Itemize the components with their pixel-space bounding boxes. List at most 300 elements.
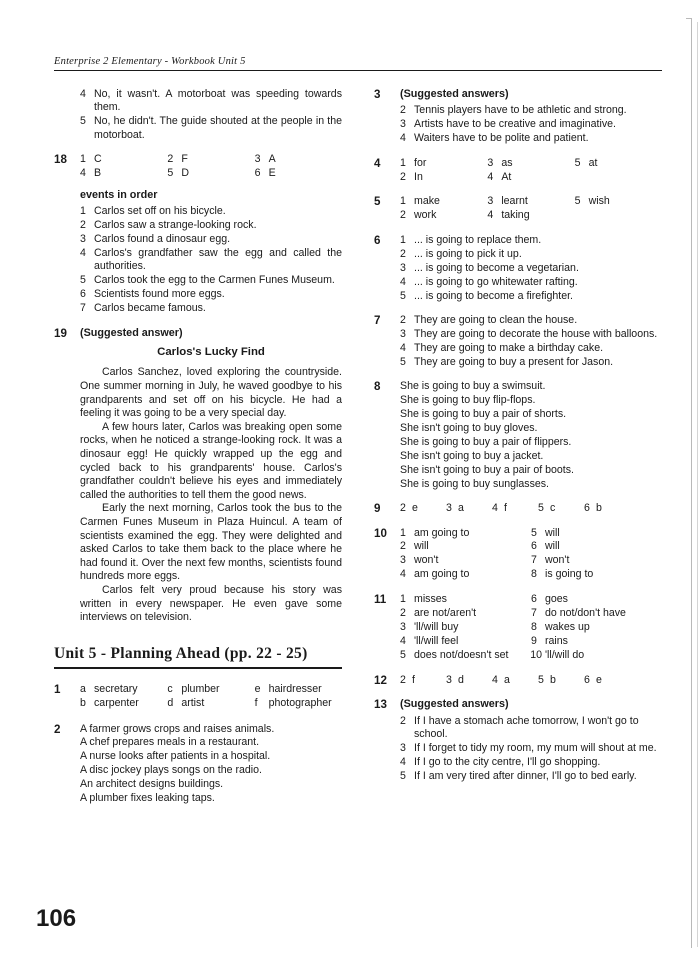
- item-number: 2: [400, 248, 406, 261]
- answer-number: 5: [538, 502, 544, 515]
- answer-row: [400, 209, 487, 222]
- answer-row: [531, 649, 662, 662]
- answer-row: [531, 621, 662, 634]
- item-number: 5: [80, 115, 86, 128]
- answer-number: 6: [254, 167, 261, 180]
- item-number: 1: [80, 205, 86, 218]
- answer-value: make: [414, 195, 440, 208]
- exercise-4-answers: [400, 157, 662, 185]
- exercise-12-answers: [400, 674, 662, 687]
- list-item: [80, 288, 342, 301]
- answer-value: 'll/will do: [545, 648, 585, 661]
- answer-pair: [584, 674, 630, 687]
- list-item: [400, 234, 662, 247]
- answer-number: 6: [584, 502, 590, 515]
- answer-number: 3: [487, 156, 494, 169]
- answer-value: 'll/will buy: [414, 621, 459, 633]
- answer-row: [531, 540, 662, 553]
- answer-value: wakes up: [545, 621, 590, 633]
- exercise-18: [54, 153, 342, 315]
- answer-number: 6: [584, 673, 590, 686]
- list-item: [400, 276, 662, 289]
- exercise-7: [374, 314, 662, 369]
- list-item: [400, 118, 662, 131]
- page-edge-corner: [686, 18, 692, 19]
- answer-row: [531, 607, 662, 620]
- item-number: 4: [400, 342, 406, 355]
- answer-pair: [584, 502, 630, 515]
- exercise-11: [374, 593, 662, 663]
- answer-value: artist: [181, 697, 205, 710]
- list-item: [80, 274, 342, 287]
- answer-line: A chef prepares meals in a restaurant.: [80, 736, 260, 749]
- exercise-number: 3: [374, 88, 381, 101]
- item-number: 1: [400, 234, 406, 247]
- answer-number: 10: [530, 648, 542, 661]
- exercise-19: [54, 327, 342, 625]
- answer-row: [487, 157, 574, 170]
- answer-number: 1: [400, 195, 406, 208]
- answer-value: a: [458, 502, 464, 515]
- answer-line: A farmer grows crops and raises animals.: [80, 722, 275, 735]
- item-number: 5: [400, 356, 406, 368]
- answer-number: 4: [492, 673, 498, 686]
- exercise-number: 12: [374, 673, 387, 687]
- answer-value: F: [181, 153, 188, 166]
- answer-number: 4: [487, 170, 494, 183]
- exercise-number: 5: [374, 195, 381, 209]
- list-item: [400, 328, 662, 341]
- answer-line: An architect designs buildings.: [80, 778, 224, 791]
- exercise-3-heading: (Suggested answers): [400, 88, 509, 100]
- unit-heading: Unit 5 - Planning Ahead (pp. 22 - 25): [54, 645, 342, 669]
- answer-row: [400, 554, 531, 567]
- list-item: [400, 314, 662, 327]
- answer-number: 1: [400, 156, 406, 169]
- list-item: [400, 342, 662, 355]
- answer-value: will: [414, 540, 429, 553]
- answer-number: 2: [400, 540, 406, 553]
- answer-value: for: [414, 156, 427, 169]
- exercise-number: 6: [374, 234, 381, 248]
- answer-line: She isn't going to buy a pair of boots.: [400, 463, 574, 476]
- answer-number: 4: [492, 502, 498, 515]
- answer-line: She is going to buy a pair of shorts.: [400, 408, 567, 421]
- exercise-8: [374, 380, 662, 491]
- answer-number: 9: [531, 634, 537, 647]
- list-item: [400, 356, 662, 369]
- answer-row: [400, 649, 531, 662]
- list-item: [400, 715, 662, 742]
- answer-letter: d: [167, 697, 174, 710]
- story-paragraph: Carlos felt very proud because his story was written in every newspaper. He even gave some interviews on television.: [80, 583, 342, 624]
- answer-number: 2: [400, 170, 406, 183]
- item-text: ... is going to replace them.: [414, 234, 542, 247]
- item-text: ... is going to become a firefighter.: [414, 289, 573, 302]
- answer-value: misses: [414, 593, 447, 606]
- answer-column: [400, 157, 487, 185]
- item-number: 4: [80, 247, 86, 260]
- item-text: They are going to buy a present for Jason.: [414, 356, 614, 368]
- answer-value: won't: [414, 554, 439, 567]
- answer-value: am going to: [414, 568, 470, 581]
- answer-number: 4: [400, 568, 406, 581]
- answer-column: [575, 195, 662, 223]
- answer-value: at: [588, 156, 598, 169]
- answer-number: 3: [254, 153, 261, 166]
- answer-number: 6: [531, 540, 537, 553]
- answer-value: B: [94, 167, 102, 180]
- answer-row: [487, 209, 574, 222]
- item-text: ... is going to become a vegetarian.: [414, 262, 579, 275]
- answer-value: b: [596, 502, 602, 515]
- answer-column: [575, 157, 662, 185]
- answer-row: [80, 697, 167, 710]
- answer-value: f: [412, 673, 415, 686]
- answer-value: D: [181, 167, 189, 180]
- item-number: 2: [400, 714, 406, 727]
- answer-value: In: [414, 170, 423, 183]
- answer-number: 5: [574, 195, 581, 208]
- answer-column: [531, 593, 662, 663]
- list-item: [400, 262, 662, 275]
- answer-value: b: [550, 673, 556, 686]
- answer-number: 2: [400, 607, 406, 620]
- answer-value: c: [550, 502, 556, 515]
- answer-number: 5: [400, 648, 406, 661]
- answer-column: [80, 153, 167, 181]
- item-number: 3: [400, 741, 406, 754]
- answer-value: taking: [501, 209, 530, 222]
- answer-number: 1: [400, 526, 406, 539]
- answer-value: goes: [545, 593, 568, 606]
- answer-column: [255, 153, 342, 181]
- item-text: No, it wasn't. A motorboat was speeding towards them.: [94, 88, 342, 114]
- answer-number: 1: [400, 593, 406, 606]
- exercise-4: [374, 157, 662, 185]
- answer-value: rains: [545, 634, 568, 647]
- answer-number: 6: [531, 593, 537, 606]
- answer-pair: [492, 502, 538, 515]
- exercise-number: 11: [374, 593, 387, 607]
- answer-column: [80, 683, 167, 712]
- answer-row: [400, 195, 487, 208]
- list-item: [400, 756, 662, 769]
- answer-line: She is going to buy a pair of flippers.: [400, 436, 572, 449]
- answer-row: [400, 593, 531, 606]
- answer-value: will: [545, 526, 560, 539]
- left-column: [54, 88, 342, 816]
- exercise-10: [374, 527, 662, 583]
- answer-value: does not/doesn't set: [414, 648, 509, 661]
- answer-line: She is going to buy sunglasses.: [400, 477, 549, 490]
- item-number: 4: [400, 275, 406, 288]
- answer-number: 5: [538, 673, 544, 686]
- answer-row: [531, 568, 662, 581]
- answer-number: 8: [531, 621, 537, 633]
- answer-pair: [400, 674, 446, 687]
- answer-line: She isn't going to buy gloves.: [400, 422, 538, 435]
- answer-number: 3: [487, 195, 494, 208]
- item-text: Artists have to be creative and imaginative.: [414, 118, 616, 131]
- item-text: Carlos found a dinosaur egg.: [94, 233, 231, 246]
- item-text: Tennis players have to be athletic and strong.: [414, 104, 627, 117]
- answer-row: [400, 635, 531, 648]
- item-text: If I forget to tidy my room, my mum will shout at me.: [414, 741, 657, 754]
- list-item: [80, 115, 342, 142]
- item-number: 4: [80, 88, 86, 100]
- answer-value: will: [545, 540, 560, 553]
- job-answers: [80, 683, 342, 712]
- answer-number: 2: [400, 209, 406, 222]
- running-header: [54, 56, 662, 71]
- answer-value: At: [501, 170, 512, 183]
- answer-column: [487, 195, 574, 223]
- answer-pair: [538, 502, 584, 515]
- answer-row: [255, 153, 342, 166]
- exercise-19-heading: (Suggested answer): [80, 326, 183, 339]
- exercise-number: 10: [374, 526, 387, 540]
- exercise-18-subheading: events in order: [80, 188, 158, 201]
- running-header-text: Enterprise 2 Elementary - Workbook Unit 5: [54, 56, 246, 67]
- answer-value: work: [414, 209, 437, 222]
- answer-row: [80, 683, 167, 696]
- answer-number: 1: [80, 153, 86, 166]
- list-item: [80, 219, 342, 232]
- answer-row: [400, 607, 531, 620]
- answer-row: [531, 554, 662, 567]
- story-paragraph: Early the next morning, Carlos took the bus to the Carmen Funes Museum in Plaza Huincul. A team of scientists examined the egg. They were delighted and asked Carlos to take them back to the place where he had found it. Over the next few months, scientists found hundreds more eggs.: [80, 502, 342, 583]
- answer-value: f: [504, 502, 507, 515]
- list-item: [80, 88, 342, 115]
- item-text: Carlos took the egg to the Carmen Funes Museum.: [94, 274, 335, 287]
- answer-row: [400, 171, 487, 184]
- exercise-13: [374, 698, 662, 783]
- answer-number: 5: [574, 156, 581, 169]
- list-item: [400, 290, 662, 303]
- item-number: 3: [80, 233, 86, 246]
- answer-letter: c: [167, 682, 173, 695]
- answer-pair: [400, 502, 446, 515]
- answer-row: [255, 697, 342, 710]
- answer-value: E: [268, 167, 276, 180]
- answer-row: [531, 635, 662, 648]
- answer-number: 4: [80, 167, 86, 180]
- answer-value: secretary: [94, 682, 138, 695]
- exercise-number: 4: [374, 156, 381, 170]
- answer-number: 4: [400, 634, 406, 647]
- answer-row: [400, 527, 531, 540]
- answer-pair: [538, 674, 584, 687]
- item-number: 6: [80, 288, 86, 301]
- answer-row: [400, 621, 531, 634]
- answer-value: are not/aren't: [414, 607, 477, 620]
- list-item: [400, 742, 662, 755]
- answer-number: 5: [531, 526, 537, 539]
- item-text: Carlos became famous.: [94, 302, 206, 315]
- answer-number: 7: [531, 554, 537, 567]
- answer-column: [487, 157, 574, 185]
- answer-row: [531, 593, 662, 606]
- header-rule: [54, 70, 662, 71]
- item-number: 5: [80, 274, 86, 287]
- story-title: Carlos's Lucky Find: [157, 346, 265, 358]
- item-text: ... is going to pick it up.: [414, 248, 522, 261]
- answer-row: [575, 157, 662, 170]
- answer-pair: [446, 674, 492, 687]
- answer-letter: a: [80, 682, 86, 695]
- answer-value: 'll/will feel: [414, 634, 459, 647]
- answer-row: [400, 157, 487, 170]
- answer-number: 4: [487, 209, 494, 222]
- story-body: [80, 366, 342, 624]
- answer-column: [531, 527, 662, 583]
- answer-row: [167, 683, 254, 696]
- item-number: 4: [400, 755, 406, 768]
- answer-column: [167, 153, 254, 181]
- item-number: 2: [400, 104, 406, 117]
- list-item: [400, 132, 662, 145]
- answer-column: [400, 195, 487, 223]
- item-text: If I go to the city centre, I'll go shopping.: [414, 755, 601, 768]
- item-text: If I am very tired after dinner, I'll go to bed early.: [414, 769, 637, 782]
- exercise-9-answers: [400, 502, 662, 515]
- answer-number: 3: [400, 554, 406, 567]
- exercise-number: 2: [54, 722, 61, 736]
- answer-number: 3: [400, 621, 406, 633]
- answer-value: e: [412, 502, 418, 515]
- answer-value: e: [596, 673, 602, 686]
- exercise-number: 8: [374, 380, 381, 394]
- exercise-number: 1: [54, 682, 61, 696]
- item-text: Carlos saw a strange-looking rock.: [94, 219, 257, 232]
- list-item: [80, 247, 342, 274]
- answer-value: A: [268, 153, 276, 166]
- answer-line: A disc jockey plays songs on the radio.: [80, 764, 262, 777]
- exercise-18-matching: [80, 153, 342, 181]
- exercise-2: [54, 723, 342, 806]
- list-item: [400, 104, 662, 117]
- answer-number: 3: [446, 502, 452, 515]
- answer-column: [255, 683, 342, 712]
- answer-column: [400, 593, 531, 663]
- exercise-number: 19: [54, 326, 67, 340]
- item-text: If I have a stomach ache tomorrow, I won't go to school.: [414, 714, 639, 740]
- item-number: 4: [400, 132, 406, 145]
- answer-value: d: [458, 673, 464, 686]
- answer-row: [167, 697, 254, 710]
- answer-column: [400, 527, 531, 583]
- exercise-3: [374, 88, 662, 146]
- item-number: 7: [80, 302, 86, 315]
- answer-value: as: [501, 156, 513, 169]
- list-item: [400, 770, 662, 783]
- exercise-5: [374, 195, 662, 223]
- list-item: [80, 233, 342, 246]
- item-text: Scientists found more eggs.: [94, 288, 225, 301]
- page-number: 106: [36, 905, 77, 932]
- answer-value: wish: [588, 195, 610, 208]
- answer-line: She is going to buy a swimsuit.: [400, 380, 546, 393]
- exercise-6: [374, 234, 662, 303]
- answer-number: 7: [531, 607, 537, 620]
- item-number: 2: [80, 219, 86, 232]
- answer-value: a: [504, 673, 510, 686]
- item-number: 2: [400, 314, 406, 327]
- exercise-number: 9: [374, 502, 381, 516]
- answer-row: [255, 167, 342, 180]
- answer-value: won't: [545, 554, 570, 567]
- answer-row: [400, 540, 531, 553]
- story-paragraph: A few hours later, Carlos was breaking open some rocks, when he noticed a strange-looking rock. It was a dinosaur egg! He quickly wrapped up the egg and cycled back to his grandparents' house. Carlos's grandfather couldn't believe his eyes and immediately called the authorities to tell them the good news.: [80, 420, 342, 501]
- item-text: They are going to clean the house.: [414, 314, 578, 327]
- item-number: 3: [400, 118, 406, 131]
- list-item: [80, 302, 342, 315]
- answer-line: A nurse looks after patients in a hospital.: [80, 750, 271, 763]
- answer-value: learnt: [501, 195, 528, 208]
- item-text: ... is going to go whitewater rafting.: [414, 275, 578, 288]
- answer-number: 2: [167, 153, 174, 166]
- answer-row: [531, 527, 662, 540]
- answer-line: She is going to buy flip-flops.: [400, 394, 536, 407]
- list-item: [80, 205, 342, 218]
- answer-pair: [492, 674, 538, 687]
- list-item: [400, 248, 662, 261]
- answer-line: She isn't going to buy a jacket.: [400, 449, 544, 462]
- answer-value: do not/don't have: [545, 607, 626, 620]
- answer-number: 2: [400, 673, 406, 686]
- answer-row: [80, 167, 167, 180]
- answer-value: photographer: [268, 697, 332, 710]
- answer-row: [80, 153, 167, 166]
- item-text: They are going to decorate the house with balloons.: [414, 328, 658, 341]
- exercise-5-answers: [400, 195, 662, 223]
- answer-letter: b: [80, 697, 86, 710]
- answer-pair: [446, 502, 492, 515]
- answer-row: [575, 195, 662, 208]
- answer-number: 3: [446, 673, 452, 686]
- answer-letter: f: [254, 697, 258, 710]
- story-paragraph: Carlos Sanchez, loved exploring the countryside. One summer morning in July, he waved goodbye to his grandparents and set off on his bicycle. He had a feeling it was going to be a very special day.: [80, 366, 342, 420]
- exercise-number: 7: [374, 314, 381, 328]
- exercise-number: 13: [374, 698, 387, 712]
- answer-value: carpenter: [94, 697, 139, 710]
- exercise-12: [374, 674, 662, 687]
- answer-row: [167, 153, 254, 166]
- answer-row: [487, 195, 574, 208]
- answer-row: [400, 568, 531, 581]
- answer-number: 2: [400, 502, 406, 515]
- page-edge-line: [691, 18, 692, 948]
- answer-value: is going to: [545, 568, 594, 581]
- answer-column: [167, 683, 254, 712]
- item-text: Carlos's grandfather saw the egg and called the authorities.: [94, 247, 342, 273]
- answer-value: hairdresser: [268, 682, 322, 695]
- answer-row: [255, 683, 342, 696]
- item-number: 5: [400, 769, 406, 782]
- answer-row: [167, 167, 254, 180]
- continued-answers: [54, 88, 342, 142]
- exercise-1: [54, 683, 342, 712]
- item-text: No, he didn't. The guide shouted at the people in the motorboat.: [94, 115, 342, 141]
- item-text: They are going to make a birthday cake.: [414, 342, 604, 355]
- exercise-11-answers: [400, 593, 662, 663]
- exercise-number: 18: [54, 153, 67, 167]
- item-number: 5: [400, 289, 406, 302]
- answer-line: A plumber fixes leaking taps.: [80, 792, 215, 805]
- answer-number: 8: [531, 568, 537, 581]
- answer-value: am going to: [414, 526, 470, 539]
